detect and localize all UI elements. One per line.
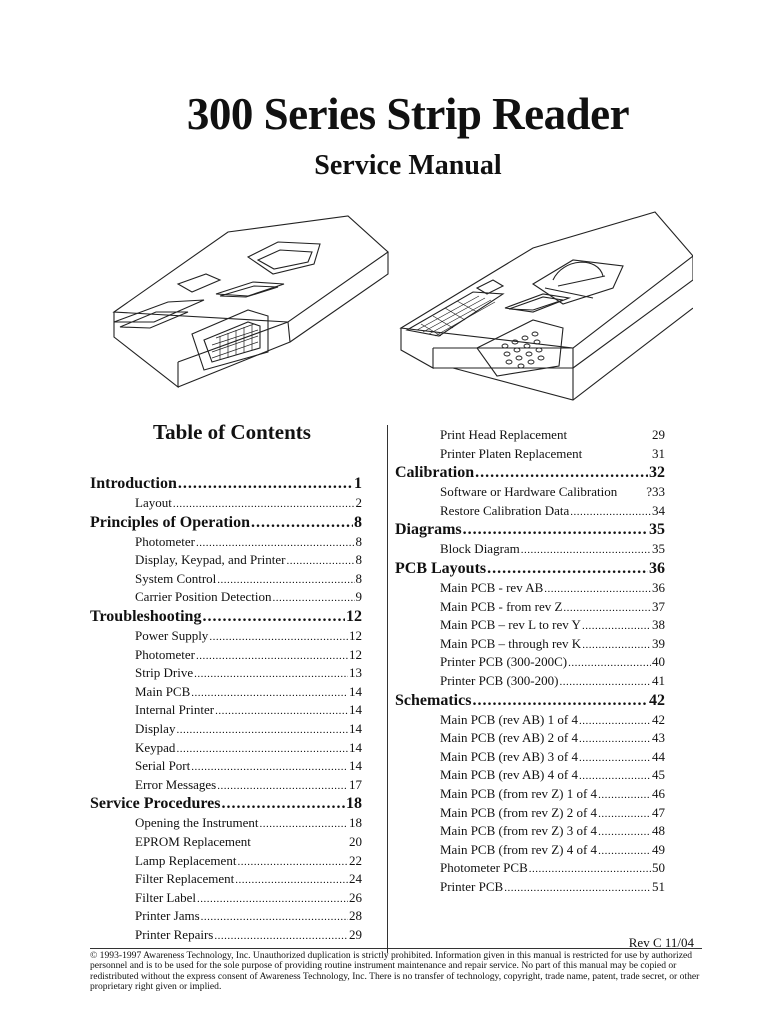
toc-subsection-entry xyxy=(395,483,665,502)
toc-page-number: 14 xyxy=(349,683,362,699)
toc-subsection-entry xyxy=(90,533,362,552)
toc-entry-label: System Control xyxy=(135,570,217,586)
dot-leader xyxy=(544,580,651,599)
copyright-notice: © 1993-1997 Awareness Technology, Inc. Unauthorized duplication is strictly prohibited. Information given in this manual is restricted for use by authorized personnel and is to be used for the sole purpose of providing routine instrument maintenance and repair service. No part of this manual may be copied or redistributed without the express consent of Awareness Technology, Inc. There is no transfer of technology, copyright, trade name, patent, trade secret, or other proprietary right given or implied. xyxy=(90,948,702,993)
dot-leader xyxy=(176,740,348,759)
toc-entry-label: Block Diagram xyxy=(440,541,520,557)
toc-entry-label: PCB Layouts xyxy=(395,559,487,577)
toc-page-number: 40 xyxy=(652,654,665,670)
toc-subsection-entry xyxy=(395,785,665,804)
toc-entry-label: Main PCB (from rev Z) 4 of 4 xyxy=(440,841,598,857)
toc-entry-label: Error Messages xyxy=(135,776,217,792)
toc-right-column xyxy=(395,426,665,896)
toc-subsection-entry xyxy=(90,757,362,776)
toc-page-number: ?33 xyxy=(646,484,665,500)
toc-section-entry xyxy=(90,607,362,627)
toc-page-number: 36 xyxy=(649,559,665,577)
toc-page-number: 9 xyxy=(355,589,362,605)
toc-subsection-entry xyxy=(395,598,665,617)
toc-subsection-entry xyxy=(90,627,362,646)
toc-subsection-entry xyxy=(395,635,665,654)
toc-subsection-entry xyxy=(395,766,665,785)
toc-section-entry xyxy=(90,474,362,494)
toc-entry-label: Photometer xyxy=(135,533,195,549)
toc-subsection-entry xyxy=(90,870,362,889)
toc-entry-label: Troubleshooting xyxy=(90,607,202,625)
toc-page-number: 13 xyxy=(349,665,362,681)
toc-page-number: 29 xyxy=(652,427,665,442)
toc-page-number: 8 xyxy=(355,552,362,568)
toc-subsection-entry xyxy=(395,445,665,464)
toc-page-number: 2 xyxy=(355,495,362,510)
toc-entry-label: Calibration xyxy=(395,464,475,482)
toc-page-number: 12 xyxy=(349,627,362,643)
toc-entry-label: Main PCB xyxy=(135,683,191,699)
dot-leader xyxy=(217,571,354,590)
toc-subsection-entry xyxy=(395,616,665,635)
toc-entry-label: Main PCB – through rev K xyxy=(440,635,582,651)
toc-page-number: 34 xyxy=(652,502,665,518)
dot-leader xyxy=(196,534,355,553)
toc-left-column xyxy=(90,474,362,944)
toc-entry-label: Main PCB (rev AB) 3 of 4 xyxy=(440,748,578,764)
dot-leader xyxy=(475,463,648,483)
toc-subsection-entry xyxy=(90,646,362,665)
toc-entry-label: Schematics xyxy=(395,691,472,709)
toc-page-number: 20 xyxy=(349,833,362,849)
toc-page-number: 26 xyxy=(349,889,362,905)
dot-leader xyxy=(563,599,651,618)
toc-page-number: 32 xyxy=(649,464,665,482)
dot-leader xyxy=(582,617,651,636)
dot-leader xyxy=(529,860,651,879)
toc-page-number: 48 xyxy=(652,823,665,839)
dot-leader xyxy=(579,730,651,749)
dot-leader xyxy=(196,647,348,666)
toc-subsection-entry xyxy=(90,926,362,945)
toc-entry-label: Printer Repairs xyxy=(135,926,214,942)
toc-page-number: 8 xyxy=(354,513,362,531)
toc-page-number: 14 xyxy=(349,739,362,755)
toc-entry-label: Main PCB (from rev Z) 3 of 4 xyxy=(440,823,598,839)
dot-leader xyxy=(598,823,651,842)
toc-subsection-entry xyxy=(90,551,362,570)
toc-subsection-entry xyxy=(90,889,362,908)
toc-entry-label: Main PCB (from rev Z) 1 of 4 xyxy=(440,785,598,801)
dot-leader xyxy=(209,628,348,647)
dot-leader xyxy=(521,541,651,560)
toc-entry-label: Main PCB (from rev Z) 2 of 4 xyxy=(440,804,598,820)
toc-page-number: 8 xyxy=(355,570,362,586)
dot-leader xyxy=(178,474,353,494)
toc-subsection-entry xyxy=(395,579,665,598)
toc-page-number: 12 xyxy=(349,646,362,662)
dot-leader xyxy=(598,786,651,805)
toc-subsection-entry xyxy=(395,841,665,860)
dot-leader xyxy=(559,673,651,692)
toc-entry-label: Printer PCB (300-200) xyxy=(440,672,559,688)
toc-section-entry xyxy=(395,520,665,540)
dot-leader xyxy=(579,712,651,731)
toc-page-number: 1 xyxy=(354,475,362,492)
toc-subsection-entry xyxy=(90,701,362,720)
toc-entry-label: Printer PCB (300-200C) xyxy=(440,654,568,670)
dot-leader xyxy=(197,890,348,909)
dot-leader xyxy=(472,691,648,711)
toc-page-number: 49 xyxy=(652,841,665,857)
dot-leader xyxy=(487,559,648,579)
toc-entry-label: Main PCB - rev AB xyxy=(440,579,544,595)
toc-page-number: 18 xyxy=(346,795,362,813)
toc-page-number: 44 xyxy=(652,748,665,764)
toc-page-number: 51 xyxy=(652,878,665,894)
dot-leader xyxy=(598,842,651,861)
toc-subsection-entry xyxy=(395,804,665,823)
toc-page-number: 28 xyxy=(349,908,362,924)
dot-leader xyxy=(173,495,355,514)
toc-page-number: 42 xyxy=(652,711,665,727)
toc-subsection-entry xyxy=(90,664,362,683)
dot-leader xyxy=(582,636,651,655)
toc-page-number: 14 xyxy=(349,758,362,774)
toc-heading: Table of Contents xyxy=(153,420,311,444)
toc-subsection-entry xyxy=(90,720,362,739)
dot-leader xyxy=(217,777,348,796)
dot-leader xyxy=(202,607,345,627)
toc-subsection-entry xyxy=(395,822,665,841)
toc-page-number: 45 xyxy=(652,767,665,783)
toc-subsection-entry xyxy=(395,653,665,672)
toc-page-number: 36 xyxy=(652,579,665,595)
toc-page-number: 42 xyxy=(649,691,665,709)
dot-leader xyxy=(191,684,348,703)
toc-subsection-entry xyxy=(395,426,665,445)
dot-leader xyxy=(598,805,651,824)
toc-entry-label: Display, Keypad, and Printer xyxy=(135,552,286,568)
toc-page-number: 35 xyxy=(649,521,665,539)
toc-page-number: 39 xyxy=(652,635,665,651)
toc-entry-label: Restore Calibration Data xyxy=(440,502,570,518)
toc-page-number: 47 xyxy=(652,804,665,820)
toc-entry-label: Keypad xyxy=(135,739,176,755)
strip-reader-illustration-left xyxy=(108,212,393,397)
dot-leader xyxy=(221,794,345,814)
toc-entry-label: Internal Printer xyxy=(135,702,215,718)
toc-subsection-entry xyxy=(395,711,665,730)
dot-leader xyxy=(176,721,348,740)
toc-page-number: 17 xyxy=(349,776,362,792)
toc-page-number: 8 xyxy=(355,533,362,549)
toc-page-number: 37 xyxy=(652,598,665,614)
dot-leader xyxy=(568,654,651,673)
toc-entry-label: Display xyxy=(135,720,176,736)
strip-reader-illustration-right xyxy=(393,208,693,408)
toc-entry-label: Service Procedures xyxy=(90,795,221,813)
dot-leader xyxy=(259,815,348,834)
toc-entry-label: Print Head Replacement xyxy=(440,427,568,442)
toc-page-number: 35 xyxy=(652,541,665,557)
toc-entry-label: EPROM Replacement xyxy=(135,833,251,849)
dot-leader xyxy=(191,758,348,777)
toc-page-number: 38 xyxy=(652,617,665,633)
toc-page-number: 12 xyxy=(346,607,362,625)
toc-section-entry xyxy=(395,559,665,579)
toc-entry-label: Lamp Replacement xyxy=(135,852,237,868)
toc-entry-label: Main PCB - from rev Z xyxy=(440,598,563,614)
toc-subsection-entry xyxy=(395,748,665,767)
toc-subsection-entry xyxy=(90,852,362,871)
dot-leader xyxy=(463,520,648,540)
toc-page-number: 18 xyxy=(349,815,362,831)
dot-leader xyxy=(251,513,353,533)
document-subtitle: Service Manual xyxy=(314,150,502,181)
column-divider xyxy=(387,425,388,953)
toc-entry-label: Principles of Operation xyxy=(90,513,250,531)
toc-subsection-entry xyxy=(395,729,665,748)
toc-section-entry xyxy=(395,463,665,483)
dot-leader xyxy=(214,927,348,946)
toc-section-entry xyxy=(90,513,362,533)
toc-page-number: 22 xyxy=(349,852,362,868)
toc-page-number: 24 xyxy=(349,871,362,887)
toc-subsection-entry xyxy=(90,739,362,758)
toc-subsection-entry xyxy=(395,878,665,897)
toc-subsection-entry xyxy=(90,833,362,852)
toc-subsection-entry xyxy=(90,494,362,513)
toc-section-entry xyxy=(395,691,665,711)
toc-entry-label: Layout xyxy=(135,495,172,510)
toc-page-number: 14 xyxy=(349,702,362,718)
toc-entry-label: Main PCB – rev L to rev Y xyxy=(440,617,581,633)
toc-page-number: 31 xyxy=(652,445,665,461)
dot-leader xyxy=(201,908,348,927)
revision-label: Rev C 11/04 xyxy=(628,935,694,950)
toc-subsection-entry xyxy=(90,570,362,589)
toc-entry-label: Printer Platen Replacement xyxy=(440,445,583,461)
dot-leader xyxy=(579,749,651,768)
toc-entry-label: Main PCB (rev AB) 2 of 4 xyxy=(440,730,578,746)
toc-page-number: 29 xyxy=(349,926,362,942)
toc-subsection-entry xyxy=(395,502,665,521)
dot-leader xyxy=(235,871,348,890)
toc-subsection-entry xyxy=(395,540,665,559)
toc-entry-label: Diagrams xyxy=(395,521,462,539)
dot-leader xyxy=(286,552,354,571)
toc-subsection-entry xyxy=(90,776,362,795)
toc-entry-label: Software or Hardware Calibration xyxy=(440,484,618,500)
toc-entry-label: Introduction xyxy=(90,475,177,492)
dot-leader xyxy=(237,853,348,872)
dot-leader xyxy=(194,665,348,684)
toc-section-entry xyxy=(90,794,362,814)
toc-subsection-entry xyxy=(90,907,362,926)
toc-subsection-entry xyxy=(90,683,362,702)
toc-entry-label: Printer Jams xyxy=(135,908,200,924)
toc-entry-label: Serial Port xyxy=(135,758,191,774)
toc-subsection-entry xyxy=(90,814,362,833)
document-title: 300 Series Strip Reader xyxy=(186,89,630,139)
toc-page-number: 50 xyxy=(652,860,665,876)
toc-entry-label: Filter Label xyxy=(135,889,197,905)
toc-subsection-entry xyxy=(395,859,665,878)
toc-entry-label: Main PCB (rev AB) 4 of 4 xyxy=(440,767,578,783)
toc-entry-label: Printer PCB xyxy=(440,878,504,894)
dot-leader xyxy=(272,589,354,608)
dot-leader xyxy=(215,702,348,721)
toc-page-number: 46 xyxy=(652,785,665,801)
toc-entry-label: Power Supply xyxy=(135,627,209,643)
toc-entry-label: Filter Replacement xyxy=(135,871,235,887)
dot-leader xyxy=(570,503,651,522)
toc-subsection-entry xyxy=(90,588,362,607)
dot-leader xyxy=(579,767,651,786)
toc-entry-label: Strip Drive xyxy=(135,665,194,681)
toc-page-number: 41 xyxy=(652,672,665,688)
toc-entry-label: Carrier Position Detection xyxy=(135,589,272,605)
toc-page-number: 43 xyxy=(652,730,665,746)
toc-entry-label: Photometer xyxy=(135,646,195,662)
toc-entry-label: Opening the Instrument xyxy=(135,815,259,831)
dot-leader xyxy=(504,879,651,898)
toc-entry-label: Main PCB (rev AB) 1 of 4 xyxy=(440,711,578,727)
toc-entry-label: Photometer PCB xyxy=(440,860,528,876)
toc-page-number: 14 xyxy=(349,720,362,736)
toc-subsection-entry xyxy=(395,672,665,691)
